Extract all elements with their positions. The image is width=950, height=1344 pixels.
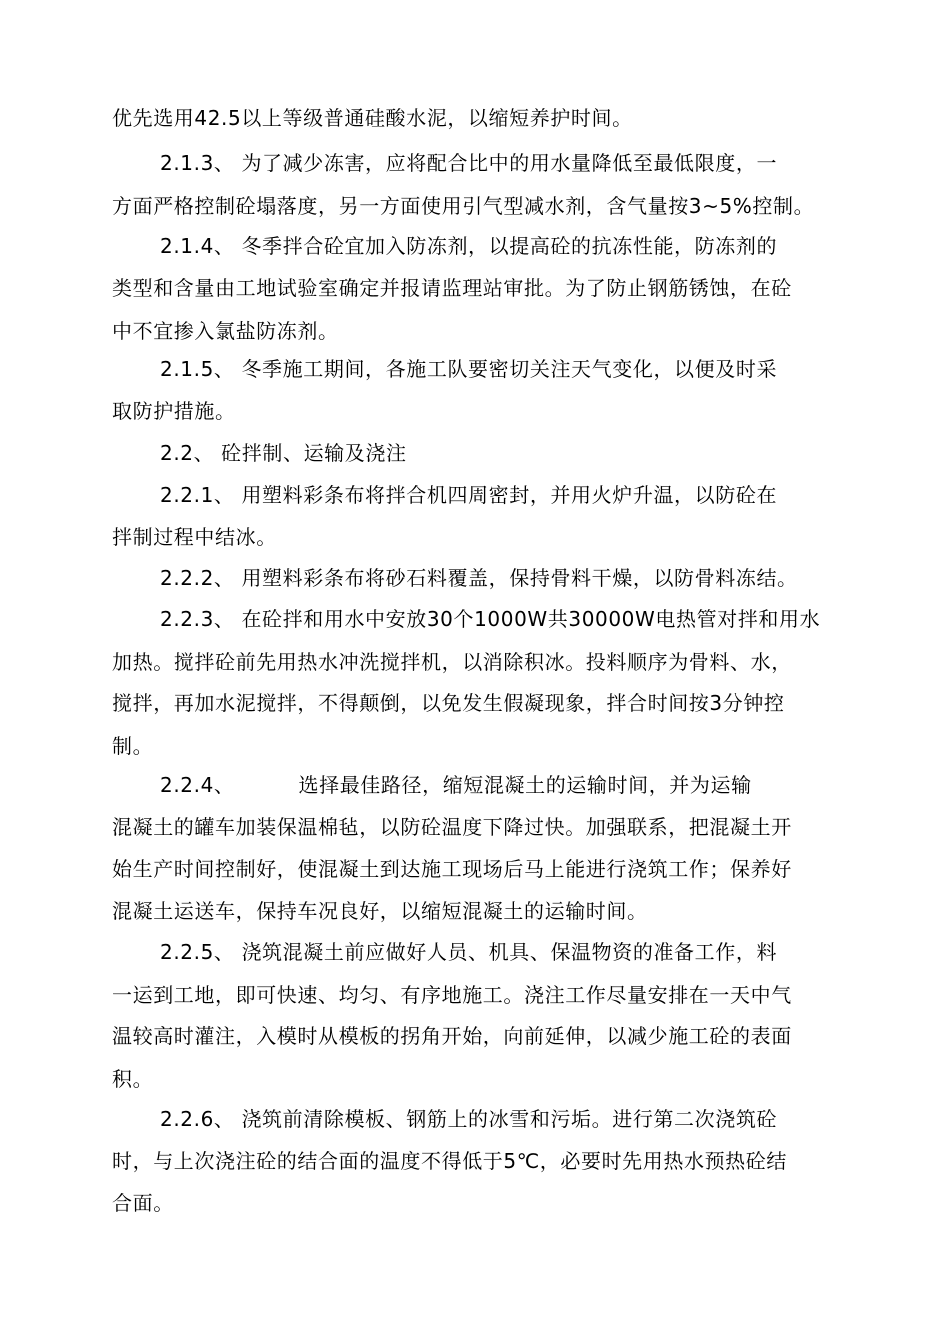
text-line: 类型和含量由工地试验室确定并报请监理站审批。为了防止钢筋锈蚀，在砼 bbox=[112, 276, 792, 300]
text-line: 加热。搅拌砼前先用热水冲洗搅拌机，以消除积冰。投料顺序为骨料、水， bbox=[112, 650, 792, 674]
text-line: 始生产时间控制好，使混凝土到达施工现场后马上能进行浇筑工作；保养好 bbox=[112, 857, 792, 881]
paragraph-2-2-2-line-1: 2.2.2、 用塑料彩条布将砂石料覆盖，保持骨料干燥，以防骨料冻结。 bbox=[160, 566, 798, 590]
text-line: 优先选用42.5以上等级普通硅酸水泥，以缩短养护时间。 bbox=[112, 106, 633, 130]
text-line: 混凝土的罐车加装保温棉毡，以防砼温度下降过快。加强联系，把混凝土开 bbox=[112, 815, 792, 839]
text-line: 搅拌，再加水泥搅拌，不得颠倒，以免发生假凝现象，拌合时间按3分钟控 bbox=[112, 691, 785, 715]
section-2-2-heading: 2.2、 砼拌制、运输及浇注 bbox=[160, 441, 407, 465]
paragraph-2-2-3-line-1: 2.2.3、 在砼拌和用水中安放30个1000W共30000W电热管对拌和用水 bbox=[160, 607, 821, 631]
text-line: 方面严格控制砼塌落度，另一方面使用引气型减水剂，含气量按3~5%控制。 bbox=[112, 194, 815, 218]
paragraph-2-1-3-line-1: 2.1.3、 为了减少冻害，应将配合比中的用水量降低至最低限度，一 bbox=[160, 151, 778, 175]
paragraph-2-2-4-line-1 bbox=[160, 773, 752, 797]
text-line: 积。 bbox=[112, 1067, 154, 1091]
text-line: 合面。 bbox=[112, 1191, 174, 1215]
text-line: 拌制过程中结冰。 bbox=[112, 525, 277, 549]
text-line: 一运到工地，即可快速、均匀、有序地施工。浇注工作尽量安排在一天中气 bbox=[112, 983, 792, 1007]
paragraph-2-2-5-line-1: 2.2.5、 浇筑混凝土前应做好人员、机具、保温物资的准备工作，料 bbox=[160, 940, 778, 964]
paragraph-2-1-4-line-1: 2.1.4、 冬季拌合砼宜加入防冻剂，以提高砼的抗冻性能，防冻剂的 bbox=[160, 234, 778, 258]
text-line: 混凝土运送车，保持车况良好，以缩短混凝土的运输时间。 bbox=[112, 899, 648, 923]
text-line: 中不宜掺入氯盐防冻剂。 bbox=[112, 319, 339, 343]
text-line: 制。 bbox=[112, 734, 154, 758]
paragraph-2-2-6-line-1: 2.2.6、 浇筑前清除模板、钢筋上的冰雪和污垢。进行第二次浇筑砼 bbox=[160, 1107, 778, 1131]
paragraph-2-1-5-line-1: 2.1.5、 冬季施工期间，各施工队要密切关注天气变化，以便及时采 bbox=[160, 357, 778, 381]
text-line: 取防护措施。 bbox=[112, 399, 236, 423]
text-line: 温较高时灌注，入模时从模板的拐角开始，向前延伸，以减少施工砼的表面 bbox=[112, 1024, 792, 1048]
text-line: 时，与上次浇注砼的结合面的温度不得低于5℃，必要时先用热水预热砼结 bbox=[112, 1149, 787, 1173]
paragraph-2-2-1-line-1: 2.2.1、 用塑料彩条布将拌合机四周密封，并用火炉升温，以防砼在 bbox=[160, 483, 778, 507]
paragraph-2-2-4-text: 选择最佳路径，缩短混凝土的运输时间，并为运输 bbox=[298, 773, 752, 797]
paragraph-2-2-4-number: 2.2.4、 bbox=[160, 773, 235, 797]
